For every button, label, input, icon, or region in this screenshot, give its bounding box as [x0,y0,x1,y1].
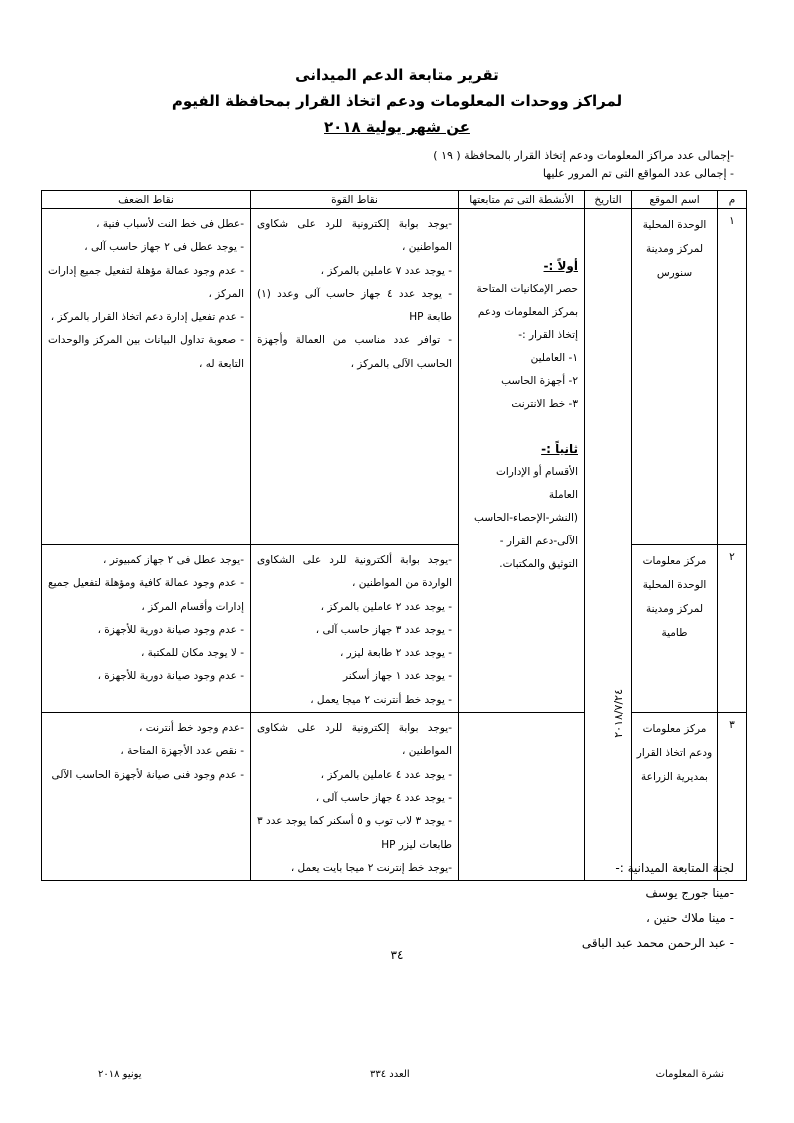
strengths-cell: -يوجد بوابة ألكترونية للرد على الشكاوى الواردة من المواطنين ، - يوجد عدد ٢ عاملين بالمركز ، - يوجد عدد ٣ جهاز حاسب آلى ، - يوجد عدد ٢ طابعة ليزر ، - يوجد عدد ١ جهاز أسكنر - يوجد خط أنترنت ٢ ميجا يعمل ، [251,545,459,713]
weaknesses-cell: -عطل فى خط النت لأسباب فنية ، - يوجد عطل فى ٢ جهاز حاسب آلى ، - عدم وجود عمالة مؤهلة لتفعيل جميع إدارات المركز ، - عدم تفعيل إدارة دعم اتخاذ القرار بالمركز ، - صعوبة تداول البيانات بين المركز والوحدات التابعة له ، [42,209,251,545]
site-name: مركز معلومات ودعم اتخاذ القرار بمديرية الزراعة [632,713,718,881]
page-footer [0,1069,794,1085]
summary-visited-sites: - إجمالى عدد المواقع التى تم المرور عليها [542,167,734,180]
committee-member: - مينا ملاك حنين ، [645,911,734,925]
summary-block [54,147,734,183]
report-title: تقرير متابعة الدعم الميدانى [295,66,499,84]
weaknesses-cell: -عدم وجود خط أنترنت ، - نقص عدد الأجهزة المتاحة ، - عدم وجود فنى صيانة لأجهزة الحاسب الآلى [42,713,251,881]
row-num: ٣ [718,713,747,881]
table-row [42,545,747,713]
report-subtitle: لمراكز ووحدات المعلومات ودعم اتخاذ القرار بمحافظة الفيوم [171,92,623,110]
page-number: ٣٤ [390,948,404,962]
row-num: ١ [718,209,747,545]
footer-publication: نشرة المعلومات [655,1069,724,1080]
table-row [42,209,747,545]
header-strengths: نقاط القوة [251,191,459,209]
report-title-block [0,62,794,140]
followup-table [41,190,747,881]
site-name: مركز معلومات الوحدة المحلية لمركز ومدينة طامية [632,545,718,713]
weaknesses-cell: -يوجد عطل فى ٢ جهاز كمبيوتر ، - عدم وجود عمالة كافية ومؤهلة لتفعيل جميع إدارات وأقسام المركز ، - عدم وجود صيانة دورية للأجهزة ، - لا يوجد مكان للمكتبة ، - عدم وجود صيانة دورية للأجهزة ، [42,545,251,713]
header-site: اسم الموقع [632,191,718,209]
report-period: عن شهر يولية ٢٠١٨ [324,118,470,136]
strengths-cell: -يوجد بوابة إلكترونية للرد على شكاوى المواطنين ، - يوجد عدد ٤ عاملين بالمركز ، - يوجد عدد ٤ جهاز حاسب آلى ، - يوجد ٣ لاب توب و ٥ أسكنر كما يوجد عدد ٣ طابعات ليزر HP -يوجد خط إنترنت ٢ ميجا بايت يعمل ، [251,713,459,881]
activities-cell: أولاً :- حصر الإمكانيات المتاحة بمركز المعلومات ودعم إتخاذ القرار :- ١- العاملين ٢- أجهزة الحاسب ٣- خط الانترنت ثانياً :- الأقسام أو الإدارات العاملة (النشر-الإحصاء-الحاسب الآلى-دعم القرار - التوثيق والمكتبات. [459,209,585,713]
activities-second-heading: ثانياً :- [541,442,578,456]
strengths-cell: -يوجد بوابة إلكترونية للرد على شكاوى المواطنين ، - يوجد عدد ٧ عاملين بالمركز ، - يوجد عدد ٤ جهاز حاسب آلى وعدد (١) طابعة HP - توافر عدد مناسب من العمالة وأجهزة الحاسب الآلى بالمركز ، [251,209,459,545]
committee-title: لجنة المتابعة الميدانية :- [615,861,734,875]
committee-block [582,856,734,956]
visit-date: ٢٠١٨/٧/٢٤ [612,689,625,738]
header-activities: الأنشطة التى تم متابعتها [459,191,585,209]
table-header-row [42,191,747,209]
visit-date-cell [585,209,632,881]
header-weaknesses: نقاط الضعف [42,191,251,209]
header-num: م [718,191,747,209]
footer-issue: العدد ٣٣٤ [370,1069,410,1080]
row-num: ٢ [718,545,747,713]
summary-total-centers: -إجمالى عدد مراكز المعلومات ودعم إتخاذ القرار بالمحافظة ( ١٩ ) [433,149,734,162]
site-name: الوحدة المحلية لمركز ومدينة سنورس [632,209,718,545]
committee-member: -مينا جورج يوسف [645,886,734,900]
activities-first-heading: أولاً :- [543,259,578,273]
header-date: التاريخ [585,191,632,209]
footer-date: يونيو ٢٠١٨ [98,1069,142,1080]
committee-member: - عبد الرحمن محمد عبد الباقى [581,936,734,950]
activities-cell-empty [459,713,585,881]
